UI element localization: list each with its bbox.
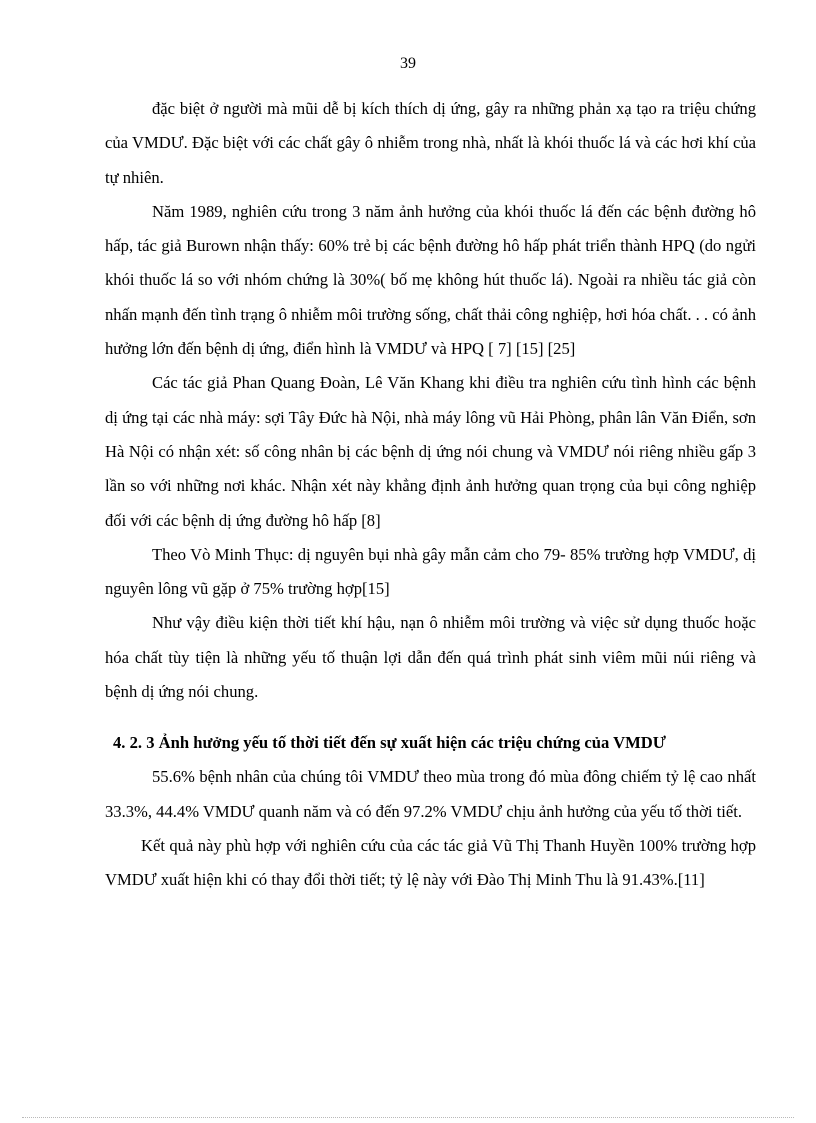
paragraph-seasonal-results: 55.6% bệnh nhân của chúng tôi VMDƯ theo mùa trong đó mùa đông chiếm tỷ lệ cao nhất 33.3%, 44.4% VMDƯ quanh năm và có đến 97.2% VMDƯ chịu ảnh hưởng của yếu tố thời tiết. — [105, 767, 756, 821]
paragraph-factory-survey: Các tác giả Phan Quang Đoàn, Lê Văn Khang khi điều tra nghiên cứu tình hình các bệnh dị ứng tại các nhà máy: sợi Tây Đức hà Nội, nhà máy lông vũ Hải Phòng, phân lân Văn Điển, sơn Hà Nội có nhận xét: số công nhân bị các bệnh dị ứng nói chung và VMDƯ nói riêng nhiều gấp 3 lần so với những nơi khác. Nhận xét này khẳng định ảnh hưởng quan trọng của bụi công nghiệp đối với các bệnh dị ứng đường hô hấp [8] — [105, 373, 756, 530]
page-number: 39 — [400, 55, 416, 72]
paragraph-allergens: Theo Vò Minh Thục: dị nguyên bụi nhà gây mẫn cảm cho 79- 85% trường hợp VMDƯ, dị nguyên lông vũ gặp ở 75% trường hợp[15] — [105, 544, 756, 599]
page-bottom-divider — [22, 1117, 794, 1118]
paragraph-smoke-study: Năm 1989, nghiên cứu trong 3 năm ảnh hưởng của khói thuốc lá đến các bệnh đường hô hấp, tác giả Burown nhận thấy: 60% trẻ bị các bệnh đường hô hấp phát triển thành HPQ (do ngửi khói thuốc lá so với nhóm chứng là 30%( bố mẹ không hút thuốc lá). Ngoài ra nhiều tác giả còn nhấn mạnh đến tình trạng ô nhiễm môi trường sống, chất thải công nghiệp, hơi hóa chất. . . có ảnh hưởng lớn đến bệnh dị ứng, điển hình là VMDƯ và HPQ [ 7] [15] [25] — [105, 201, 756, 359]
paragraph-continuation: đặc biệt ở người mà mũi dễ bị kích thích dị ứng, gây ra những phản xạ tạo ra triệu chứng của VMDƯ. Đặc biệt với các chất gây ô nhiễm trong nhà, nhất là khói thuốc lá và các hơi khí của tự nhiên. — [105, 99, 756, 187]
paragraph-comparison: Kết quả này phù hợp với nghiên cứu của các tác giả Vũ Thị Thanh Huyền 100% trường hợp VMDƯ xuất hiện khi có thay đổi thời tiết; tỷ lệ này với Đào Thị Minh Thu là 91.43%.[11] — [105, 835, 756, 890]
section-heading: 4. 2. 3 Ảnh hưởng yếu tố thời tiết đến sự xuất hiện các triệu chứng của VMDƯ — [113, 733, 666, 753]
document-body — [105, 92, 756, 898]
paragraph-conclusion: Như vậy điều kiện thời tiết khí hậu, nạn ô nhiễm môi trường và việc sử dụng thuốc hoặc hóa chất tùy tiện là những yếu tố thuận lợi dẫn đến quá trình phát sinh viêm mũi núi riêng và bệnh dị ứng nói chung. — [105, 613, 756, 702]
